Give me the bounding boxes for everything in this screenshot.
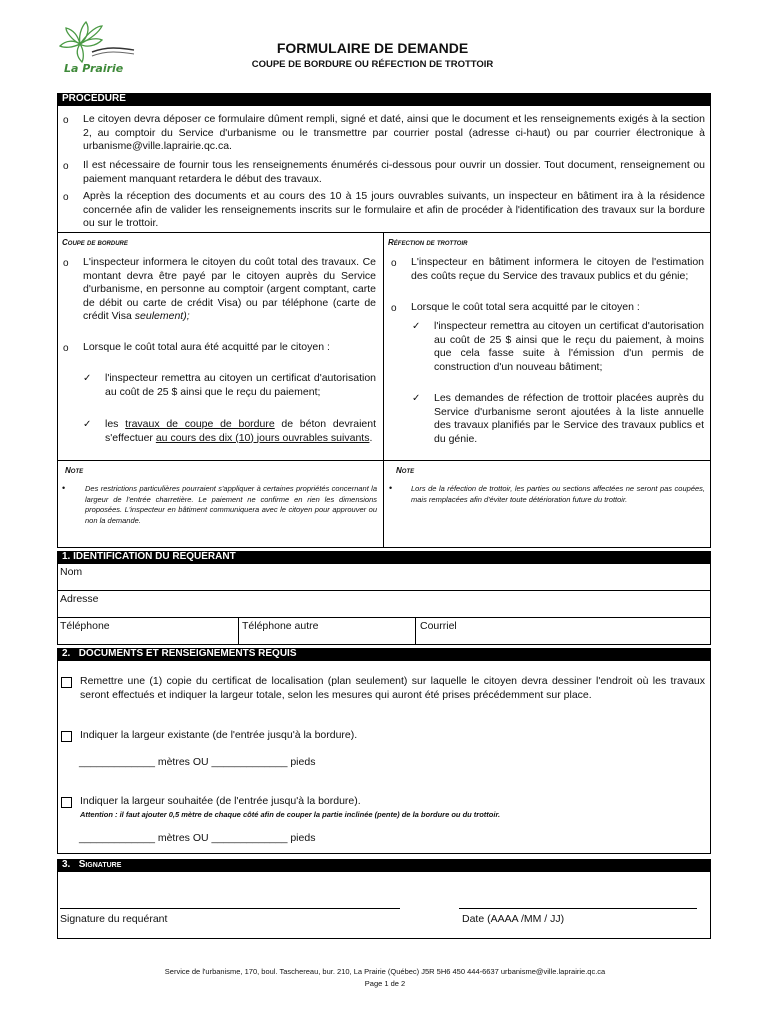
list-bullet: o [63,161,69,172]
procedure-item-1: Le citoyen devra déposer ce formulaire dûment rempli, signé et daté, ainsi que le document et les renseignements exigés à la section 2, au comptoir du Service d'urbanisme ou le transmettre par courrier postal (adresse ci-haut) ou par courrier électronique à urbanisme@ville.laprairie.qc.ca. [83,113,705,152]
signature-section [57,871,711,939]
page-number: Page 1 de 2 [364,979,406,988]
divider [57,617,711,618]
procedure-item-3: Après la réception des documents et au cours des 10 à 15 jours ouvrables suivants, un inspecteur en bâtiment ira à la résidence concernée afin de valider les renseignements inscrits sur le formulaire et afin de procéder à l'identification des travaux sur la bordure ou sur le trottoir. [83,190,705,229]
list-bullet: o [63,343,69,354]
cell-divider [238,617,239,645]
certificat-checkbox[interactable] [61,677,72,688]
list-bullet: o [391,303,397,314]
trottoir-item-2: Lorsque le coût total sera acquitté par le citoyen : [411,301,640,313]
largeur-souhaitee-measure: _____________ mètres OU _____________ pieds [79,832,316,844]
trottoir-note: Lors de la réfection de trottoir, les parties ou sections affectées ne seront pas coupées, mais remplacées afin d'éviter toute détérioration future du trottoir. [411,484,705,504]
adresse-label: Adresse [60,593,99,605]
largeur-souhaitee-text: Indiquer la largeur souhaitée (de l'entrée jusqu'à la bordure). [80,795,361,807]
certificat-text: Remettre une (1) copie du certificat de localisation (plan seulement) sur laquelle le citoyen devra dessiner l'endroit où les travaux seront effectués et indiquer la largeur totale, selon les mesures qui auront été prises précédemment sur place. [80,675,705,701]
date-label: Date (AAAA /MM / JJ) [462,913,565,925]
largeur-existante-measure: _____________ mètres OU _____________ pieds [79,756,316,768]
section3-bar: 3. Signature [57,859,711,871]
signature-label: Signature du requérant [60,913,168,925]
page-footer [0,966,770,990]
check-icon: ✓ [412,321,421,332]
signature-line [60,908,400,909]
check-icon: ✓ [83,373,92,384]
divider [57,590,711,591]
divider [57,460,711,461]
section2-bar: 2. DOCUMENTS ET RENSEIGNEMENTS REQUIS [57,648,711,660]
coupe-item-2: Lorsque le coût total aura été acquitté par le citoyen : [83,341,330,353]
telephone-autre-label: Téléphone autre [242,620,319,632]
procedure-item-2: Il est nécessaire de fournir tous les renseignements énumérés ci-dessous pour ouvrir un dossier. Tout document, renseignement ou paiement manquant retardera le début des travaux. [83,159,705,185]
largeur-existante-text: Indiquer la largeur existante (de l'entrée jusqu'à la bordure). [80,729,358,741]
section1-bar: 1. IDENTIFICATION DU REQUÉRANT [57,551,711,563]
trottoir-sub-2: Les demandes de réfection de trottoir placées auprès du Service d'urbanisme seront ajoutées à la liste annuelle des travaux planifiés par le Service des travaux publics et du génie. [434,392,704,445]
list-bullet: o [63,115,69,126]
cell-divider [415,617,416,645]
note-bullet: • [62,483,66,493]
coupe-note: Des restrictions particulières pourraient s'appliquer à certaines propriétés concernant la largeur de l'entrée charretière. Le paiement ne confirme en rien les dimensions proposées. L'inspecteur en bâtiment communiquera avec le citoyen pour approuver ou non la demande. [85,484,377,525]
date-line [459,908,697,909]
trottoir-item-1: L'inspecteur en bâtiment informera le citoyen de l'estimation des coûts reçue du Service des travaux publics et du génie; [411,256,704,282]
divider [57,232,711,233]
note-heading: Note [396,466,415,475]
note-heading: Note [65,466,84,475]
list-bullet: o [391,258,397,269]
trottoir-heading: Réfection de trottoir [388,238,468,247]
telephone-label: Téléphone [60,620,110,632]
largeur-existante-checkbox[interactable] [61,731,72,742]
form-subtitle: COUPE DE BORDURE OU RÉFECTION DE TROTTOIR [251,59,494,70]
identification-section [57,563,711,645]
check-icon: ✓ [412,393,421,404]
coupe-heading: Coupe de bordure [62,238,128,247]
logo-text: La Prairie [64,62,124,75]
courriel-label: Courriel [420,620,457,632]
check-icon: ✓ [83,419,92,430]
form-title: FORMULAIRE DE DEMANDE [276,40,469,56]
largeur-souhaitee-checkbox[interactable] [61,797,72,808]
coupe-item-1: L'inspecteur informera le citoyen du coût total des travaux. Ce montant devra être payé par le citoyen auprès du Service d'urbanisme, en personne au comptoir (argent comptant, carte de débit ou carte de crédit Visa) ou par téléphone (carte de crédit Visa seulement); [83,256,376,322]
list-bullet: o [63,192,69,203]
trottoir-sub-1: l'inspecteur remettra au citoyen un certificat d'autorisation au coût de 25 $ ainsi que le reçu du paiement, à moins que cela fasse suite à l'émission d'un permis de construction d'un nouveau bâtiment; [434,320,704,373]
nom-label: Nom [60,566,83,578]
note-bullet: • [389,483,393,493]
attention-note: Attention : il faut ajouter 0,5 mètre de chaque côté afin de couper la partie inclinée (pente) de la bordure ou du trottoir. [80,810,501,819]
coupe-sub-2: les travaux de coupe de bordure de béton devraient s'effectuer au cours des dix (10) jours ouvrables suivants. [105,418,377,444]
footer-contact: Service de l'urbanisme, 170, boul. Taschereau, bur. 210, La Prairie (Québec) J5R 5H6 450 444-6637 urbanisme@ville.laprairie.qc.ca [164,967,606,976]
column-divider [383,232,384,548]
procedure-bar: PROCÉDURE [57,93,711,105]
coupe-sub-1: l'inspecteur remettra au citoyen un certificat d'autorisation au coût de 25 $ ainsi que le reçu du paiement; [105,372,376,398]
list-bullet: o [63,258,69,269]
